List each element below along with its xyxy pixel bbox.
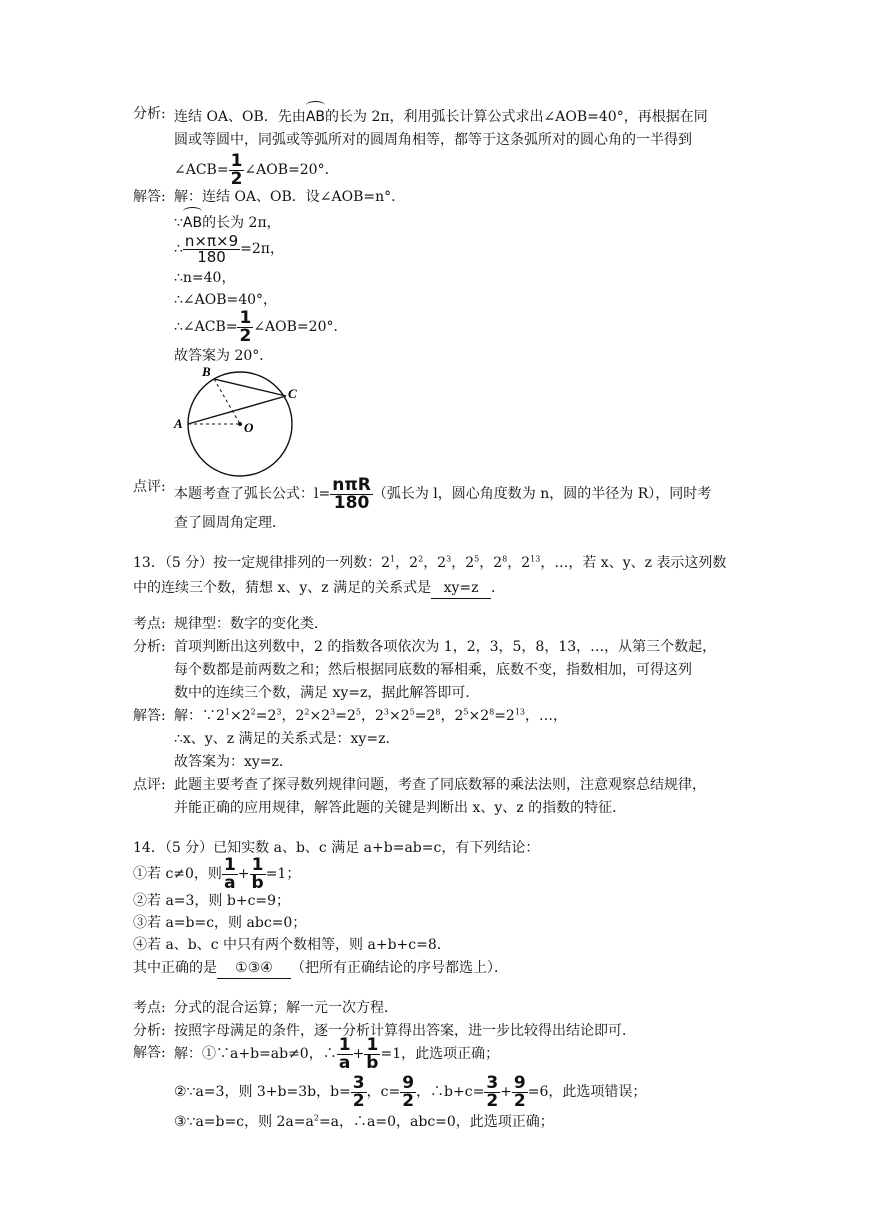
denominator: b xyxy=(366,1052,379,1073)
text: ． xyxy=(491,580,506,596)
solution-line-5: ∴∠AOB=40°， xyxy=(174,292,278,308)
kaodian-text: 规律型：数字的变化类． xyxy=(174,616,328,632)
text: ∠AOB=20°． xyxy=(253,319,348,335)
denominator: 2 xyxy=(239,325,252,346)
analysis-line-2: 圆或等圆中，同弧或等弧所对的圆周角相等，都等于这条弧所对的圆心角的一半得到 xyxy=(174,132,692,148)
solution-step-2: ②∵a=3，则 3+b=3b，b= $\frac{3}{2}$ ，c= $\frac{9}{2}$ ，∴b+c= $\frac{3}{2}$ + $\frac{9}{2}$ =6，此选项错误； xyxy=(174,1072,647,1111)
solution-label: 解答: xyxy=(133,708,166,724)
text: 的长为 2π，利用弧长计算公式求出∠AOB=40°，再根据在同 xyxy=(325,109,708,125)
analysis-line-1 xyxy=(174,104,708,127)
fraction-half xyxy=(237,307,253,346)
denominator: 2 xyxy=(513,1090,526,1111)
fraction-one-over-a xyxy=(222,854,238,893)
power-products: 解：$\because 2^1\times 2^2=2^3$，$2^2\times 2^3=2^5$，$2^3\times 2^5=2^8$，$2^5\times 2^8=2^{13}$，…， xyxy=(174,707,568,724)
denominator: 2 xyxy=(352,1090,365,1111)
text: （弧长为 l，圆心角度数为 n，圆的半径为 R），同时考 xyxy=(372,486,712,502)
arc-ab: AB xyxy=(183,210,202,233)
question-13-line-1 xyxy=(133,553,726,573)
label-a: A xyxy=(174,416,183,431)
question-13-seq: 13．（5 分）按一定规律排列的一列数：$2^1$，$2^2$，$2^3$，$2^5$，$2^8$，$2^{13}$ xyxy=(133,554,541,571)
numerator: nπR xyxy=(332,474,371,495)
numerator: 3 xyxy=(486,1072,499,1093)
solution-line-3 xyxy=(174,231,284,267)
label-c: C xyxy=(288,386,297,401)
analysis-line-1: 首项判断出这列数中，2 的指数各项依次为 1，2，3，5，8，13，…，从第三个数起， xyxy=(174,639,717,655)
exponent: 3 xyxy=(446,554,452,564)
fraction-nine-halves xyxy=(512,1072,528,1111)
numerator: 9 xyxy=(402,1072,415,1093)
solution-line-2 xyxy=(174,210,281,233)
denominator: b xyxy=(251,872,264,893)
numerator: 3 xyxy=(352,1072,365,1093)
text: ，c= xyxy=(366,1084,401,1100)
comment-line-2: 并能正确的应用规律，解答此题的关键是判断出 x、y、z 的指数的特征． xyxy=(174,800,627,816)
text: ，∴b+c= xyxy=(416,1084,485,1100)
question-14-correct xyxy=(133,958,508,979)
denominator: a xyxy=(224,872,236,893)
comment-line-1 xyxy=(174,474,711,514)
denominator: 2 xyxy=(402,1090,415,1111)
text: ①若 c≠0，则 xyxy=(133,866,222,882)
kaodian-label: 考点: xyxy=(133,616,166,632)
question-13-line-2 xyxy=(133,578,505,599)
denominator: 2 xyxy=(230,168,243,189)
kaodian-label: 考点: xyxy=(133,1000,166,1016)
fraction-one-over-b xyxy=(250,854,266,893)
conclusion-3: ③若 a=b=c，则 abc=0； xyxy=(133,915,307,931)
text: ∴ xyxy=(174,241,183,257)
segment-bo xyxy=(214,379,240,424)
comment-label: 点评: xyxy=(133,479,166,495)
question-14-line-1: 14．（5 分）已知实数 a、b、c 满足 a+b=ab=c，有下列结论： xyxy=(133,840,540,856)
exponent: 2 xyxy=(418,554,424,564)
fraction-one-over-a xyxy=(337,1034,353,1073)
fraction-arc-formula xyxy=(330,474,373,513)
solution-step-3: ③∵a=b=c，则 $2a=a^2=a$，∴a=0，abc=0，此选项正确； xyxy=(174,1113,554,1130)
comment-line-2: 查了圆周角定理． xyxy=(174,515,286,531)
numerator: 1 xyxy=(250,857,266,875)
text: =1； xyxy=(265,866,301,882)
fraction-three-halves xyxy=(484,1072,500,1111)
solution-label: 解答: xyxy=(133,1045,166,1061)
conclusion-4: ④若 a、b、c 中只有两个数相等，则 a+b+c=8． xyxy=(133,937,451,953)
solution-line-4: ∴n=40， xyxy=(174,270,236,286)
numerator: 1 xyxy=(364,1037,380,1055)
numerator: 1 xyxy=(338,1034,351,1055)
solution-line-1: 解：连结 OA、OB．设∠AOB=n°． xyxy=(174,189,406,205)
numerator: 1 xyxy=(230,150,243,171)
fraction-one-over-b xyxy=(364,1034,380,1073)
chord-bc xyxy=(214,379,286,396)
numerator: 1 xyxy=(223,854,236,875)
text: 中的连续三个数，猜想 x、y、z 满足的关系式是 xyxy=(133,580,432,596)
text: 本题考查了弧长公式：l= xyxy=(174,486,331,502)
analysis-line-2: 每个数都是前两数之和；然后根据同底数的幂相乘，底数不变，指数相加，可得这列 xyxy=(174,662,692,678)
comment-label: 点评: xyxy=(133,777,166,793)
analysis-line-3 xyxy=(174,152,339,188)
solution-label: 解答: xyxy=(133,189,166,205)
analysis-text: 按照字母满足的条件，逐一分析计算得出答案，进一步比较得出结论即可． xyxy=(174,1023,636,1039)
answer-blank: ①③④ xyxy=(217,958,291,979)
text: ∵ xyxy=(174,215,183,231)
solution-line-1 xyxy=(174,706,567,726)
text: 连结 OA、OB．先由 xyxy=(174,109,306,125)
solution-step-1: 解：①∵a+b=ab≠0，∴ $\frac{1}{a}$ + $\frac{1}{b}$ =1，此选项正确； xyxy=(174,1034,500,1073)
chord-ac xyxy=(188,396,286,424)
comment-line-1: 此题主要考查了探寻数列规律问题，考查了同底数幂的乘法法则，注意观察总结规律， xyxy=(174,777,706,793)
denominator: 2 xyxy=(486,1090,499,1111)
arc-ab: AB xyxy=(306,104,325,127)
denominator: 180 xyxy=(333,492,370,513)
fraction-half xyxy=(229,150,245,189)
text: ③∵a=b=c，则 2a=a xyxy=(174,1114,314,1130)
kaodian-text: 分式的混合运算；解一元一次方程． xyxy=(174,1000,398,1016)
text: =6，此选项错误； xyxy=(527,1084,647,1100)
text: =a，∴a=0，abc=0，此选项正确； xyxy=(318,1114,554,1130)
text: 的长为 2π， xyxy=(202,215,281,231)
analysis-label: 分析: xyxy=(133,106,166,122)
solution-line-2: ∴x、y、z 满足的关系式是：xy=z． xyxy=(174,731,400,747)
label-o: O xyxy=(244,420,254,435)
numerator: 9 xyxy=(513,1072,526,1093)
numerator: n×π×9 xyxy=(184,231,239,250)
exponent: 5 xyxy=(474,554,480,564)
text: ∠ACB= xyxy=(174,162,229,178)
text: ∠AOB=20°． xyxy=(244,162,339,178)
center-point xyxy=(238,422,242,426)
exponent: 8 xyxy=(502,554,508,564)
text: =2π， xyxy=(240,241,284,257)
circle-diagram xyxy=(170,362,300,477)
solution-line-3: 故答案为：xy=z． xyxy=(174,754,293,770)
text: ②∵a=3，则 3+b=3b，b= xyxy=(174,1084,351,1100)
denominator: 180 xyxy=(197,247,226,266)
solution-line-6 xyxy=(174,309,347,345)
solution-line-7: 故答案为 20°． xyxy=(174,348,274,364)
conclusion-2: ②若 a=3，则 b+c=9； xyxy=(133,893,291,909)
fraction-arc-length xyxy=(183,231,240,266)
numerator: 1 xyxy=(239,307,252,328)
conclusion-1: ①若 c≠0，则 $\frac{1}{a}$ + $\frac{1}{b}$ =1； xyxy=(133,854,301,893)
label-b: B xyxy=(202,364,211,379)
text: 其中正确的是 xyxy=(133,960,217,976)
analysis-label: 分析: xyxy=(133,639,166,655)
text: 解：①∵a+b=ab≠0，∴ xyxy=(174,1046,337,1062)
fraction-three-halves xyxy=(351,1072,367,1111)
denominator: a xyxy=(338,1052,351,1073)
text: ∴∠ACB= xyxy=(174,319,238,335)
text: =1，此选项正确； xyxy=(380,1046,500,1062)
analysis-label: 分析: xyxy=(133,1023,166,1039)
text: ，…，若 x、y、z 表示这列数 xyxy=(540,555,727,571)
exponent: 1 xyxy=(390,554,396,564)
fraction-nine-halves xyxy=(400,1072,416,1111)
text: （把所有正确结论的序号都选上）． xyxy=(291,960,508,976)
answer-blank: xy=z xyxy=(431,578,491,599)
analysis-line-3: 数中的连续三个数，满足 xy=z，据此解答即可． xyxy=(174,685,480,701)
exponent: 13 xyxy=(530,554,541,564)
